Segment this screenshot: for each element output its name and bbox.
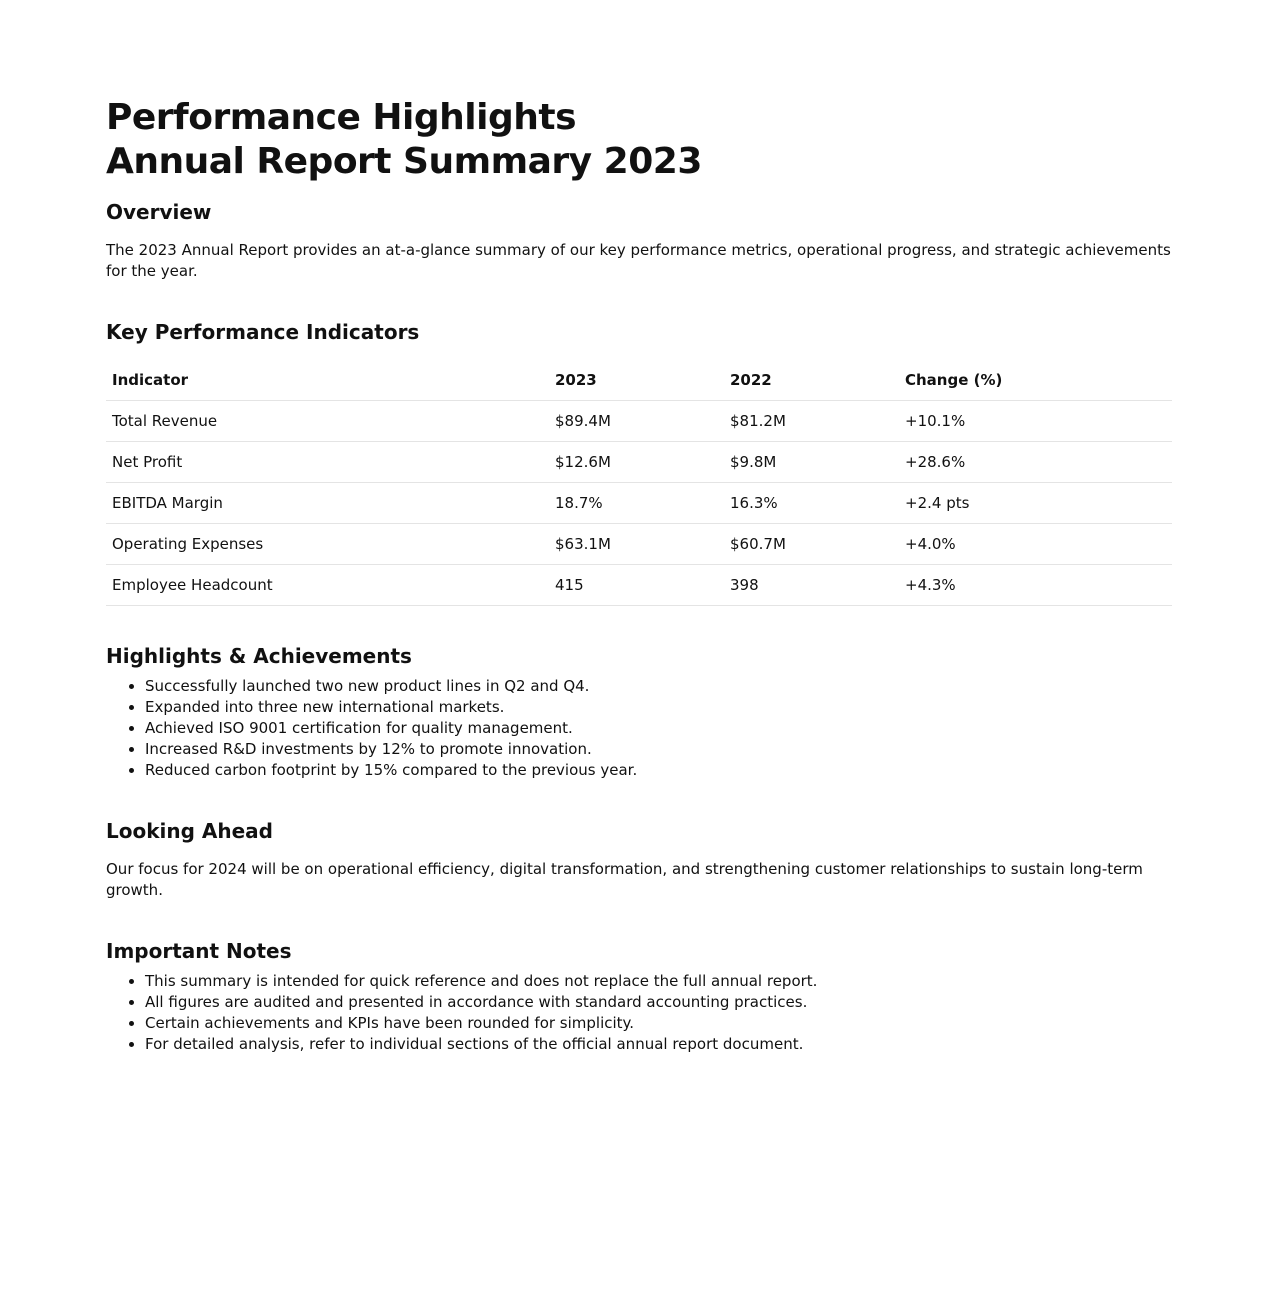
list-item: • Reduced carbon footprint by 15% compared to the previous year. — [145, 760, 1172, 781]
title-line-2: Annual Report Summary 2023 — [106, 141, 702, 182]
kpi-heading: Key Performance Indicators — [106, 320, 420, 344]
column-header-2023: 2023 — [549, 360, 724, 401]
overview-section — [106, 198, 1172, 282]
list-item: • Increased R&D investments by 12% to promote innovation. — [145, 739, 1172, 760]
column-header-indicator: Indicator — [106, 360, 549, 401]
notes-list — [106, 971, 1172, 1055]
value-2023-cell: $12.6M — [549, 442, 724, 483]
looking-ahead-section — [106, 817, 1172, 901]
indicator-cell: EBITDA Margin — [106, 483, 549, 524]
list-item: • Achieved ISO 9001 certification for quality management. — [145, 718, 1172, 739]
indicator-cell: Operating Expenses — [106, 524, 549, 565]
change-cell: +2.4 pts — [899, 483, 1172, 524]
notes-heading: Important Notes — [106, 939, 292, 963]
looking-ahead-heading: Looking Ahead — [106, 819, 273, 843]
change-cell: +10.1% — [899, 401, 1172, 442]
value-2023-cell: 415 — [549, 565, 724, 606]
table-row — [106, 483, 1172, 524]
list-item: • All figures are audited and presented in accordance with standard accounting practices. — [145, 992, 1172, 1013]
list-item: • Successfully launched two new product lines in Q2 and Q4. — [145, 676, 1172, 697]
change-cell: +4.0% — [899, 524, 1172, 565]
table-row — [106, 565, 1172, 606]
kpi-table — [106, 360, 1172, 606]
value-2023-cell: 18.7% — [549, 483, 724, 524]
indicator-cell: Total Revenue — [106, 401, 549, 442]
highlights-section — [106, 642, 1172, 781]
change-cell: +4.3% — [899, 565, 1172, 606]
kpi-header-row — [106, 360, 1172, 401]
overview-heading: Overview — [106, 200, 212, 224]
column-header-2022: 2022 — [724, 360, 899, 401]
looking-ahead-text: Our focus for 2024 will be on operational efficiency, digital transformation, and strengthening customer relationships to sustain long-term growth. — [106, 860, 1143, 899]
kpi-section — [106, 318, 1172, 606]
column-header-change: Change (%) — [899, 360, 1172, 401]
list-item: • Certain achievements and KPIs have been rounded for simplicity. — [145, 1013, 1172, 1034]
title-line-1: Performance Highlights — [106, 97, 577, 138]
highlights-heading: Highlights & Achievements — [106, 644, 412, 668]
page-title — [106, 96, 1172, 184]
overview-text: The 2023 Annual Report provides an at-a-glance summary of our key performance metrics, operational progress, and strategic achievements for the year. — [106, 241, 1171, 280]
value-2022-cell: 398 — [724, 565, 899, 606]
table-row — [106, 401, 1172, 442]
highlights-list — [106, 676, 1172, 781]
table-row — [106, 524, 1172, 565]
value-2023-cell: $63.1M — [549, 524, 724, 565]
value-2023-cell: $89.4M — [549, 401, 724, 442]
value-2022-cell: $9.8M — [724, 442, 899, 483]
indicator-cell: Net Profit — [106, 442, 549, 483]
value-2022-cell: $60.7M — [724, 524, 899, 565]
value-2022-cell: $81.2M — [724, 401, 899, 442]
list-item: • For detailed analysis, refer to individual sections of the official annual report document. — [145, 1034, 1172, 1055]
notes-section — [106, 937, 1172, 1055]
change-cell: +28.6% — [899, 442, 1172, 483]
list-item: • Expanded into three new international markets. — [145, 697, 1172, 718]
list-item: • This summary is intended for quick reference and does not replace the full annual report. — [145, 971, 1172, 992]
indicator-cell: Employee Headcount — [106, 565, 549, 606]
value-2022-cell: 16.3% — [724, 483, 899, 524]
table-row — [106, 442, 1172, 483]
